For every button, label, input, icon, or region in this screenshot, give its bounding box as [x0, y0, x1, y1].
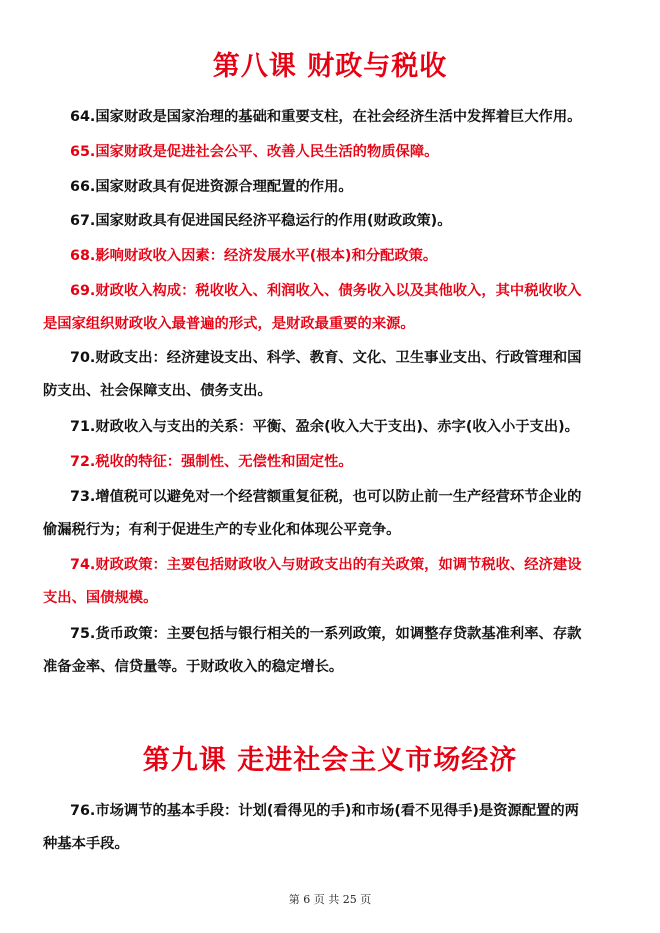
- item-65: [70, 136, 626, 169]
- item-70-line-2: 防支出、社会保障支出、债务支出。: [43, 383, 272, 399]
- item-70-line-1: 70.财政支出：经济建设支出、科学、教育、文化、卫生事业支出、行政管理和国: [70, 350, 582, 366]
- item-71: [70, 411, 626, 444]
- item-69-line-1: 69.财政收入构成：税收收入、利润收入、债务收入以及其他收入，其中税收收入: [70, 283, 582, 299]
- item-66: [70, 171, 626, 204]
- item-68-line-1: 68.影响财政收入因素：经济发展水平(根本)和分配政策。: [70, 248, 438, 264]
- item-76: [43, 795, 626, 861]
- item-74: [43, 549, 626, 615]
- item-64: [70, 101, 626, 134]
- item-76-line-1: 76.市场调节的基本手段：计划(看得见的手)和市场(看不见得手)是资源配置的两: [70, 803, 579, 819]
- item-69-line-2: 是国家组织财政收入最普遍的形式，是财政最重要的来源。: [43, 316, 415, 332]
- item-72: [70, 446, 626, 479]
- item-72-line-1: 72.税收的特征：强制性、无偿性和固定性。: [70, 454, 353, 470]
- item-73-line-1: 73.增值税可以避免对一个经营额重复征税，也可以防止前一生产经营环节企业的: [70, 489, 582, 505]
- item-66-line-1: 66.国家财政具有促进资源合理配置的作用。: [70, 179, 353, 195]
- item-67-line-1: 67.国家财政具有促进国民经济平稳运行的作用(财政政策)。: [70, 213, 452, 229]
- item-74-line-1: 74.财政政策：主要包括财政收入与财政支出的有关政策，如调节税收、经济建设: [70, 557, 582, 573]
- page-number-footer: 第 6 页 共 25 页: [288, 893, 372, 906]
- section-title-lesson-8: 第八课 财政与税收: [212, 51, 448, 82]
- item-73-line-2: 偷漏税行为；有利于促进生产的专业化和体现公平竞争。: [43, 522, 401, 538]
- item-71-line-1: 71.财政收入与支出的关系：平衡、盈余(收入大于支出)、赤字(收入小于支出)。: [70, 419, 579, 435]
- item-67: [70, 205, 626, 238]
- item-73: [43, 481, 626, 547]
- section-title-lesson-9: 第九课 走进社会主义市场经济: [142, 745, 518, 776]
- item-75: [43, 618, 626, 684]
- item-75-line-1: 75.货币政策：主要包括与银行相关的一系列政策，如调整存贷款基准利率、存款: [70, 626, 582, 642]
- item-76-line-2: 种基本手段。: [43, 836, 129, 852]
- item-70: [43, 342, 626, 408]
- item-75-line-2: 准备金率、信贷量等。于财政收入的稳定增长。: [43, 659, 344, 675]
- item-65-line-1: 65.国家财政是促进社会公平、改善人民生活的物质保障。: [70, 144, 439, 160]
- item-68: [70, 240, 626, 273]
- item-69: [43, 275, 626, 341]
- item-64-line-1: 64.国家财政是国家治理的基础和重要支柱，在社会经济生活中发挥着巨大作用。: [70, 109, 582, 125]
- item-74-line-2: 支出、国债规模。: [43, 590, 158, 606]
